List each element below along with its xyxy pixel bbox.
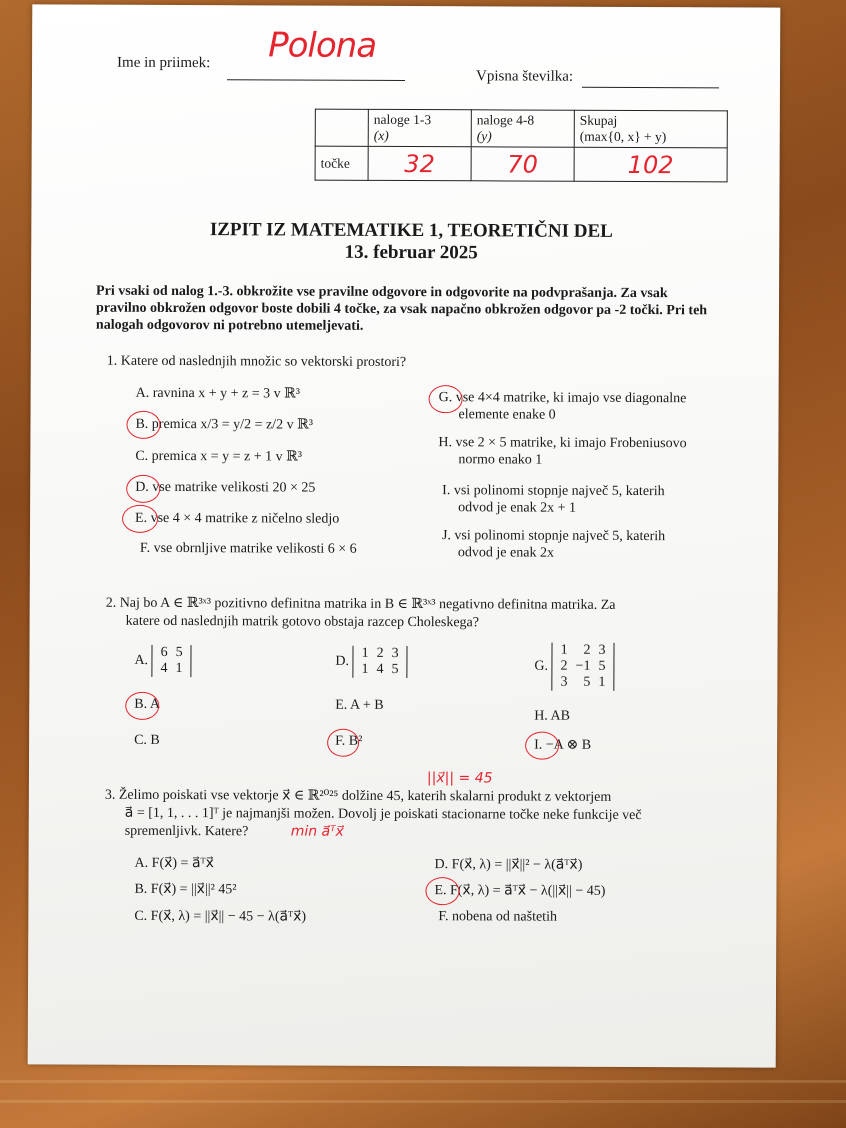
q1-option-h[interactable]: H. vse 2 × 5 matrike, ki imajo Frobeniusovo: [438, 435, 687, 452]
q1-option-j-cont: odvod je enak 2x: [457, 545, 554, 561]
q3-circle-e: [425, 877, 459, 905]
q2-matrix-d: [353, 646, 408, 678]
q1-circle-b: [126, 411, 160, 439]
q1-option-h-cont: normo enako 1: [458, 452, 543, 468]
q1-option-i[interactable]: I. vsi polinomi stopnje največ 5, katerih: [442, 483, 665, 500]
matrix-d-cell-0-0: 1: [361, 645, 369, 661]
q1-option-b[interactable]: B. premica x/3 = y/2 = z/2 v ℝ³: [135, 416, 313, 433]
matrix-a-cell-0-1: 5: [175, 645, 183, 661]
q1-option-j[interactable]: J. vsi polinomi stopnje največ 5, katerih: [441, 528, 666, 545]
question-1-text: 1. Katere od naslednjih množic so vektorski prostori?: [106, 353, 407, 371]
matrix-d-cell-1-0: 1: [361, 661, 369, 677]
question-2-line2: katere od naslednjih matrik gotovo obstaja razcep Choleskega?: [125, 613, 480, 631]
q2-circle-f: [327, 729, 359, 757]
q2-matrix-g: [551, 643, 614, 691]
q2-option-d[interactable]: D. 1 2 3 1 4 5: [335, 646, 407, 678]
score-y-value: 70: [471, 147, 574, 181]
exam-sheet: [28, 4, 781, 1067]
q2-option-a[interactable]: A. 6 5 4 1: [134, 645, 191, 677]
q2-option-h[interactable]: H. AB: [534, 708, 571, 724]
matrix-g-cell-2-0: 3: [560, 674, 568, 690]
q1-circle-e: [122, 505, 158, 533]
student-id-line: [582, 87, 719, 89]
matrix-g-cell-1-2: 5: [598, 658, 606, 674]
score-col-3: Skupaj (max{0, x} + y): [574, 110, 727, 148]
score-total-value: 102: [574, 147, 727, 182]
score-table-corner: [315, 109, 368, 146]
exam-date: 13. februar 2025: [344, 241, 478, 264]
q1-option-e[interactable]: E. vse 4 × 4 matrike z ničelno sledjo: [135, 510, 340, 527]
matrix-g-cell-1-0: 2: [560, 658, 568, 674]
student-id-label: Vpisna številka:: [475, 68, 574, 85]
q3-option-c[interactable]: C. F(x⃗, λ) = ||x⃗|| − 45 − λ(a⃗ᵀx⃗): [134, 908, 307, 925]
question-3-line2: a⃗ = [1, 1, . . . 1]ᵀ je najmanjši možen. Dovolj je poiskati stacionarne točke neke funkcije več: [124, 805, 642, 824]
q1-option-d[interactable]: D. vse matrike velikosti 20 × 25: [135, 479, 316, 496]
score-row-label: točke: [315, 146, 368, 180]
exam-title: IZPIT IZ MATEMATIKE 1, TEORETIČNI DEL: [209, 219, 613, 242]
score-x-value: 32: [368, 146, 471, 180]
score-table: [315, 109, 728, 183]
q2-option-c[interactable]: C. B: [134, 732, 160, 748]
matrix-g-cell-0-1: 2: [583, 642, 591, 658]
matrix-a-cell-1-0: 4: [160, 660, 168, 676]
q1-option-i-cont: odvod je enak 2x + 1: [458, 500, 577, 516]
matrix-g-cell-0-0: 1: [560, 642, 568, 658]
q2-circle-i: [525, 732, 559, 760]
q3-option-a[interactable]: A. F(x⃗) = a⃗ᵀx⃗: [134, 855, 214, 872]
q3-handwritten-norm: ||x⃗|| = 45: [426, 770, 493, 787]
q2-option-i[interactable]: I. −A ⊗ B: [534, 737, 592, 753]
name-line: [227, 79, 405, 81]
question-3-line3: spremenljivk. Katere?: [124, 823, 249, 840]
q1-option-g[interactable]: G. vse 4×4 matrike, ki imajo vse diagonalne: [438, 390, 687, 407]
q2-option-g[interactable]: G. 1 2 3 2 −1 5 3 5 1: [534, 643, 614, 691]
q1-option-a[interactable]: A. ravnina x + y + z = 3 v ℝ³: [135, 385, 300, 402]
q3-option-f[interactable]: F. nobena od naštetih: [438, 909, 558, 925]
question-3-line1: 3. Želimo poiskati vse vektorje x⃗ ∈ ℝ²⁰²⁵ dolžine 45, katerih skalarni produkt z vektorjem: [104, 787, 612, 805]
instructions: Pri vsaki od nalog 1.-3. obkrožite vse pravilne odgovore in odgovorite na podvprašanja. Za vsak pravilno obkrožen odgovor boste dobili 4 točke, za vsak napačno obkrožen odgovor pa -2 točki. Pri teh nalogah odgovorov ni potrebno utemeljevati.: [95, 283, 708, 334]
score-col-1: naloge 1-3 (x): [368, 109, 471, 146]
q1-option-f[interactable]: F. vse obrnljive matrike velikosti 6 × 6: [139, 540, 357, 557]
matrix-d-cell-1-1: 4: [376, 661, 384, 677]
q2-option-e[interactable]: E. A + B: [335, 697, 384, 713]
q1-option-g-cont: elemente enake 0: [458, 407, 556, 423]
question-2-line1: 2. Naj bo A ∈ ℝ³ˣ³ pozitivno definitna matrika in B ∈ ℝ³ˣ³ negativno definitna matrika. Za: [105, 595, 616, 613]
q2-option-f[interactable]: F. B²: [335, 733, 363, 749]
matrix-g-cell-2-1: 5: [583, 674, 591, 690]
matrix-a-cell-0-0: 6: [160, 644, 168, 660]
matrix-d-cell-1-2: 5: [391, 661, 399, 677]
matrix-d-cell-0-1: 2: [376, 645, 384, 661]
matrix-d-cell-0-2: 3: [391, 645, 399, 661]
q3-option-b[interactable]: B. F(x⃗) = ||x⃗||² 45²: [134, 881, 237, 898]
q1-circle-d: [126, 475, 160, 503]
name-label: Ime in priimek:: [117, 54, 211, 72]
matrix-g-cell-2-2: 1: [598, 674, 606, 690]
q3-handwritten-min: min a⃗ᵀx⃗: [290, 823, 344, 840]
matrix-g-cell-1-1: −1: [575, 658, 591, 674]
score-col-2: naloge 4-8 (y): [471, 110, 574, 147]
matrix-g-cell-0-2: 3: [598, 642, 606, 658]
q2-circle-b: [125, 692, 159, 720]
q2-matrix-a: [152, 645, 192, 677]
q3-option-e[interactable]: E. F(x⃗, λ) = a⃗ᵀx⃗ − λ(||x⃗|| − 45): [434, 883, 606, 899]
q3-option-d[interactable]: D. F(x⃗, λ) = ||x⃗||² − λ(a⃗ᵀx⃗): [434, 857, 583, 873]
q1-circle-g: [429, 385, 463, 413]
q2-option-b[interactable]: B. A: [134, 696, 160, 712]
matrix-a-cell-1-1: 1: [175, 661, 183, 677]
q1-option-c[interactable]: C. premica x = y = z + 1 v ℝ³: [135, 448, 303, 465]
handwritten-name: Polona: [268, 25, 377, 66]
